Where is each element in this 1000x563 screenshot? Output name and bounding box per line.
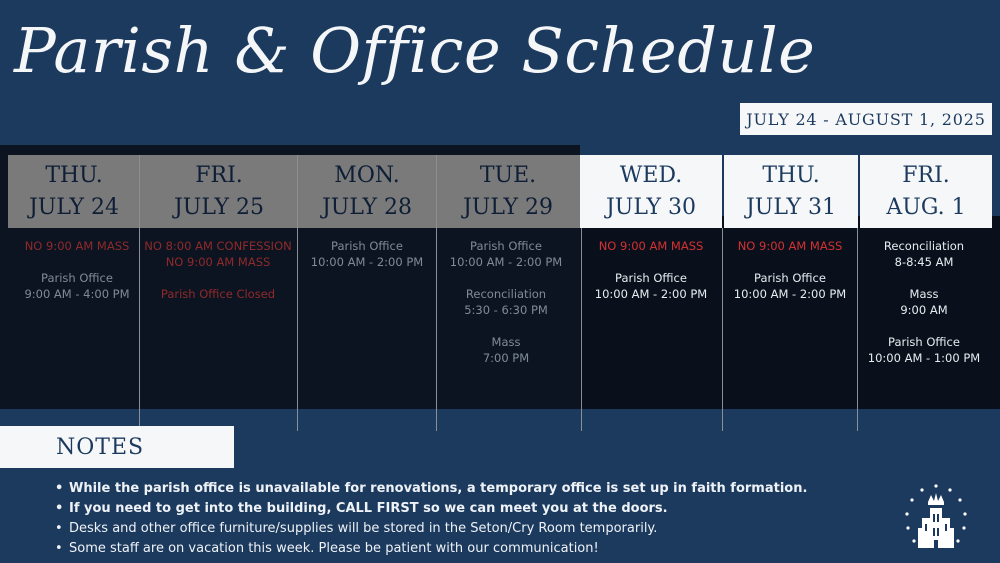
- day-of-week: MON.: [334, 162, 400, 188]
- schedule-entry-line: Reconciliation: [465, 287, 547, 301]
- schedule-entry-line: 9:00 AM: [900, 303, 948, 317]
- column-divider: [722, 228, 723, 431]
- schedule-entry-line: NO 9:00 AM MASS: [24, 239, 130, 253]
- day-column: [144, 238, 292, 318]
- parish-crest-logo-icon: [902, 482, 970, 554]
- day-header: [724, 155, 858, 228]
- schedule-entry: [884, 238, 964, 270]
- day-date: JULY 24: [28, 194, 120, 220]
- schedule-entry-line: 10:00 AM - 2:00 PM: [310, 255, 424, 269]
- schedule-entry-line: NO 9:00 AM MASS: [598, 239, 704, 253]
- schedule-entry-line: Parish Office: [470, 239, 542, 253]
- schedule-entry: [25, 238, 130, 254]
- day-header: [436, 155, 580, 228]
- date-range-badge: JULY 24 - AUGUST 1, 2025: [740, 103, 992, 135]
- schedule-entry: [464, 286, 548, 318]
- day-column: [581, 238, 721, 318]
- schedule-entry: [24, 270, 129, 302]
- day-date: JULY 25: [173, 194, 265, 220]
- note-item: • While the parish office is unavailable for renovations, a temporary office is set up in faith formation.: [55, 479, 807, 499]
- schedule-entry-line: Mass: [909, 287, 939, 301]
- schedule-entry-line: Reconciliation: [883, 239, 965, 253]
- day-column: [297, 238, 437, 286]
- schedule-entry: [161, 286, 275, 302]
- column-divider: [857, 228, 858, 431]
- schedule-entry-line: Parish Office: [331, 239, 403, 253]
- schedule-entry: [599, 238, 704, 254]
- day-header: [8, 155, 140, 228]
- day-header: [140, 155, 298, 228]
- schedule-entry-line: 10:00 AM - 2:00 PM: [733, 287, 847, 301]
- notes-heading: NOTES: [0, 426, 234, 468]
- schedule-entry-line: NO 9:00 AM MASS: [737, 239, 843, 253]
- day-date: JULY 28: [321, 194, 413, 220]
- schedule-entry-line: Parish Office: [754, 271, 826, 285]
- schedule-entry-line: Parish Office: [615, 271, 687, 285]
- schedule-entry-line: NO 9:00 AM MASS: [165, 255, 271, 269]
- schedule-entry: [450, 238, 562, 270]
- day-of-week: FRI.: [902, 162, 950, 188]
- schedule-entry-line: 9:00 AM - 4:00 PM: [24, 287, 130, 301]
- schedule-entry-line: 7:00 PM: [482, 351, 530, 365]
- day-of-week: FRI.: [195, 162, 243, 188]
- schedule-entry-line: Parish Office: [888, 335, 960, 349]
- day-of-week: TUE.: [479, 162, 537, 188]
- schedule-entry: [311, 238, 423, 270]
- schedule-entry: [868, 334, 980, 366]
- schedule-entry: [144, 238, 291, 270]
- schedule-entry-line: NO 8:00 AM CONFESSION: [144, 239, 292, 253]
- day-column: [7, 238, 147, 318]
- column-divider: [297, 155, 298, 431]
- day-header: [298, 155, 436, 228]
- schedule-entry: [900, 286, 947, 318]
- schedule-entry: [738, 238, 843, 254]
- schedule-entry-line: 10:00 AM - 2:00 PM: [449, 255, 563, 269]
- day-of-week: THU.: [762, 162, 820, 188]
- note-item: • If you need to get into the building, CALL FIRST so we can meet you at the doors.: [55, 499, 807, 519]
- day-date: JULY 31: [745, 194, 837, 220]
- column-divider: [581, 228, 582, 431]
- day-header: [580, 155, 722, 228]
- day-header: [860, 155, 992, 228]
- schedule-entry-line: 10:00 AM - 1:00 PM: [867, 351, 981, 365]
- note-item: • Desks and other office furniture/supplies will be stored in the Seton/Cry Room temporarily.: [55, 519, 807, 539]
- note-item: • Some staff are on vacation this week. Please be patient with our communication!: [55, 539, 807, 559]
- day-column: [720, 238, 860, 318]
- column-divider: [436, 155, 437, 431]
- schedule-entry-line: Parish Office: [41, 271, 113, 285]
- schedule-entry-line: 10:00 AM - 2:00 PM: [594, 287, 708, 301]
- day-column: [436, 238, 576, 382]
- day-of-week: WED.: [619, 162, 683, 188]
- day-date: AUG. 1: [886, 194, 966, 220]
- notes-list: [55, 479, 807, 559]
- day-column: [854, 238, 994, 382]
- day-date: JULY 30: [605, 194, 697, 220]
- day-date: JULY 29: [462, 194, 554, 220]
- page-title: Parish & Office Schedule: [14, 14, 816, 87]
- schedule-entry-line: 5:30 - 6:30 PM: [464, 303, 548, 317]
- column-divider: [139, 155, 140, 431]
- schedule-entry-line: Parish Office Closed: [160, 287, 276, 301]
- schedule-entry: [595, 270, 707, 302]
- schedule-entry-line: 8-8:45 AM: [894, 255, 954, 269]
- schedule-entry: [483, 334, 529, 366]
- schedule-entry: [734, 270, 846, 302]
- schedule-entry-line: Mass: [491, 335, 521, 349]
- day-of-week: THU.: [45, 162, 103, 188]
